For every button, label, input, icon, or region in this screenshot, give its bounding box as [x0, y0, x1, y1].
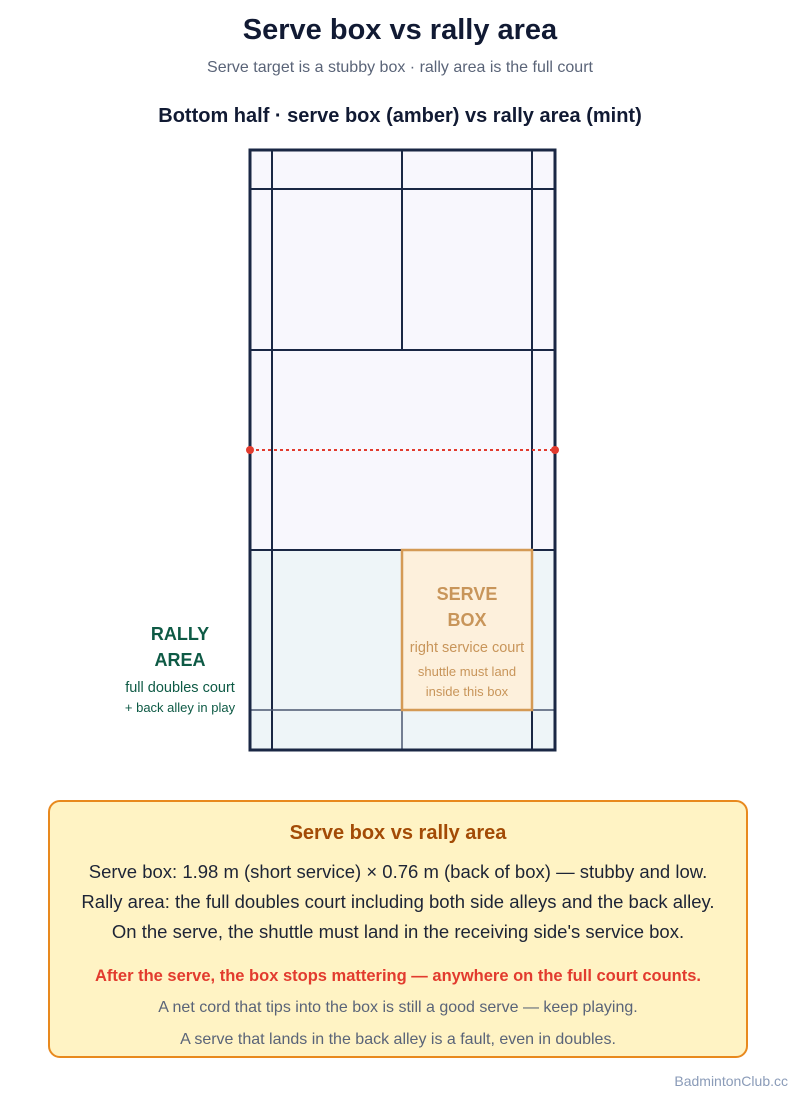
- info-line-serve-rule: On the serve, the shuttle must land in the receiving side's service box.: [111, 921, 685, 942]
- net-post-right: [551, 446, 559, 454]
- info-panel: [48, 800, 748, 1058]
- page-subtitle: Serve target is a stubby box · rally area is the full court: [207, 59, 593, 76]
- net-post-left: [246, 446, 254, 454]
- info-line-serve-box: Serve box: 1.98 m (short service) × 0.76 m (back of box) — stubby and low.: [88, 861, 708, 882]
- serve-box-label-line2: BOX: [447, 610, 487, 630]
- serve-box-note-line2: inside this box: [425, 684, 509, 699]
- serve-box-caption: right service court: [409, 640, 525, 656]
- diagram-title: Bottom half · serve box (amber) vs rally area (mint): [158, 105, 642, 127]
- info-note-back-alley: A serve that lands in the back alley is a fault, even in doubles.: [180, 1031, 616, 1048]
- rally-area-note: + back alley in play: [124, 700, 236, 715]
- info-note-net-cord: A net cord that tips into the box is still a good serve — keep playing.: [158, 999, 638, 1016]
- info-warning: After the serve, the box stops mattering — anywhere on the full court counts.: [94, 967, 701, 985]
- rally-area-label-line1: RALLY: [150, 624, 210, 644]
- serve-box-label-line1: SERVE: [436, 584, 498, 604]
- info-heading: Serve box vs rally area: [289, 822, 507, 844]
- info-line-rally-area: Rally area: the full doubles court including both side alleys and the back alley.: [81, 891, 715, 912]
- serve-box-note-line1: shuttle must land: [417, 664, 517, 679]
- rally-area-label-line2: AREA: [154, 650, 206, 670]
- page-title: Serve box vs rally area: [242, 14, 558, 46]
- footer-brand: BadmintonClub.cc: [674, 1073, 788, 1089]
- rally-area-caption: full doubles court: [125, 680, 235, 696]
